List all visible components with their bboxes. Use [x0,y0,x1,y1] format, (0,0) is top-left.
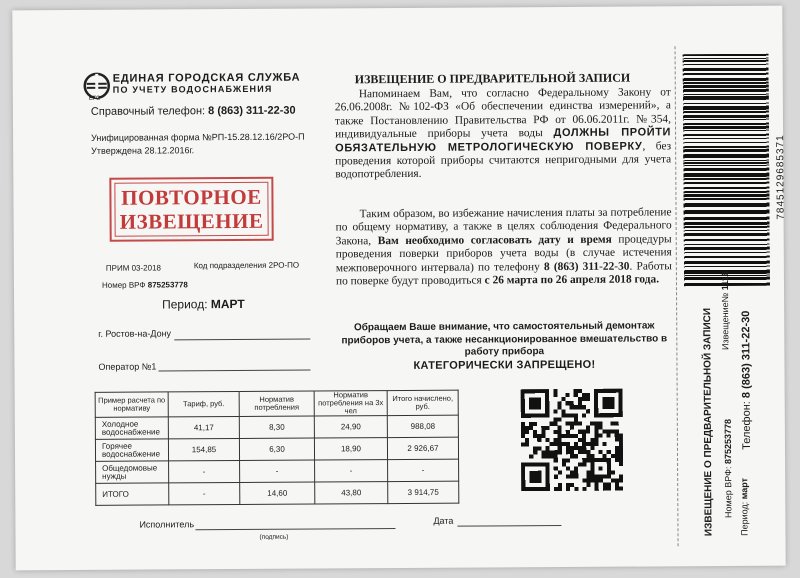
table-cell: 3 914,75 [388,481,459,503]
table-header: Итого начислено, руб. [387,390,458,415]
unit-code: Код подразделения 2РО-ПО [193,260,300,271]
stub-vrf-value: 875253778 [722,418,734,465]
barcode-number: 7845129685371 [775,134,787,220]
table-cell: 8,30 [239,416,314,438]
barcode-icon [683,54,770,287]
warning-text: Обращаем Ваше внимание, что самостоятельный демонтаж приборов учета, а также несанкционированное вмешательство в работу прибора [341,320,668,358]
stub-phone [740,311,753,450]
table-cell: - [169,460,240,482]
table-cell: ИТОГО [96,483,169,505]
stub-vrf [723,419,734,518]
table-cell: 2 926,67 [387,437,458,459]
signature-line [195,528,395,530]
logo-caption: ЕГС [88,95,101,102]
notice-paragraph-1 [335,86,672,182]
table-cell: 6,30 [239,438,314,460]
phone-number: 8 (863) 311-22-30 [208,104,296,118]
executor-label: Исполнитель [139,519,195,530]
table-row [96,459,459,483]
calculation-table [95,390,460,506]
p2-phone: 8 (863) 311-22-30 [543,260,630,273]
table-header: Норматив потребления [239,391,314,416]
table-cell: 14,60 [240,482,315,504]
stamp-line2: ИЗВЕЩЕНИЕ [119,208,264,234]
table-cell: - [315,460,388,482]
notice-paragraph-2 [336,206,672,288]
operator: Оператор №1 [98,361,157,372]
warning-forbidden: КАТЕГОРИЧЕСКИ ЗАПРЕЩЕНО! [413,358,596,372]
table-cell: Горячее водоснабжение [95,439,168,461]
org-name-line1: ЕДИНАЯ ГОРОДСКАЯ СЛУЖБА [112,71,301,85]
p2-dates: с 26 марта по 26 апреля 2018 года. [484,273,660,287]
table-cell: Общедомовые нужды [96,461,169,483]
operator-underline [158,370,310,372]
table-cell: 18,90 [314,438,387,460]
p1-text-a: Напоминаем Вам, что согласно Федеральному Закону от 26.06.2008г. №102-ФЗ «Об обеспечении единства измерений», а также Постановлению Правительства РФ от 06.06.2011г. №354, индивидуальные приборы учета воды [334,86,672,141]
notice-title: ИЗВЕЩЕНИЕ О ПРЕДВАРИТЕЛЬНОЙ ЗАПИСИ [354,70,631,87]
stamp-line1: ПОВТОРНОЕ [121,184,262,210]
notice-sheet [12,6,785,571]
form-number: Унифицированная форма №РП-15.28.12.16/2РО-П [91,131,305,143]
stub-vrf-label: Номер ВРФ: [723,466,734,519]
date-label: Дата [433,515,454,526]
p1-bold: ДОЛЖНЫ ПРОЙТИ ОБЯЗАТЕЛЬНУЮ МЕТРОЛОГИЧЕСКУЮ ПОВЕРКУ [335,126,672,155]
qr-code-icon [521,389,624,492]
table-cell: 988,08 [387,415,458,437]
date-line [457,525,561,527]
phone-label: Справочный телефон: [90,105,206,118]
period-value: МАРТ [210,296,245,312]
table-header: Тариф, руб. [168,391,239,416]
table-cell: 43,80 [315,482,388,504]
approval-date: Утверждена 28.12.2016г. [91,145,195,156]
p2-bold: Вам необходимо согласовать дату и время [377,233,612,247]
stub-period-label: Период: [739,501,750,536]
stub-period [739,478,749,536]
stub-phone-value: 8 (863) 311-22-30 [740,310,753,399]
p1-text-b: , без проведения которой приборы считаются непригодными для учета водопотребления. [335,139,672,181]
period-label: Период: [162,297,208,312]
vrf-number [102,280,188,290]
p2-text-c: . Работы по поверке будут проводиться [335,259,672,288]
table-cell: - [169,482,240,504]
table-row [95,415,458,439]
stub-title: ИЗВЕЩЕНИЕ О ПРЕДВАРИТЕЛЬНОЙ ЗАПИСИ [702,307,715,537]
table-cell: 41,17 [168,416,239,438]
table-header: Норматив потребления на 3х чел [314,391,387,416]
city: г. Ростов-на-Дону [98,328,172,339]
table-row [96,481,459,505]
vrf-value: 875253778 [147,280,188,290]
stub-notice-label: Извещение№ [720,292,731,351]
table-cell: - [388,459,459,481]
tear-off-divider [675,46,679,546]
repeat-notice-stamp [109,177,273,242]
table-cell: 24,90 [314,416,387,438]
table-header-row [95,390,458,417]
table-cell: - [240,460,315,482]
table-cell: Холодное водоснабжение [95,417,168,439]
vrf-label: Номер ВРФ [101,280,146,290]
signature-caption: (подпись) [259,533,289,541]
stub-phone-label: Телефон: [740,401,753,450]
period [162,297,245,312]
warning-block [336,320,672,372]
p2-text-a: Таким образом, во избежание начисления платы за потребление по общему нормативу, а также в целях соблюдения Федерального Закона, [335,206,672,248]
table-row [95,437,458,461]
prim-code: ПРИМ 03-2018 [105,263,161,273]
stub-period-value: март [739,477,750,500]
reference-phone [91,105,296,118]
stub-notice-value: 1116 [719,271,731,291]
p2-text-b: процедуры проведения поверки приборов учета воды (в случае истечения межповерочного интервала) по телефону [335,233,672,275]
table-cell: 154,85 [168,438,239,460]
table-header: Пример расчета по нормативу [95,392,168,417]
city-underline [174,339,310,341]
org-name-line2: ПО УЧЕТУ ВОДОСНАБЖЕНИЯ [112,83,273,95]
stub-notice-number [720,271,730,350]
